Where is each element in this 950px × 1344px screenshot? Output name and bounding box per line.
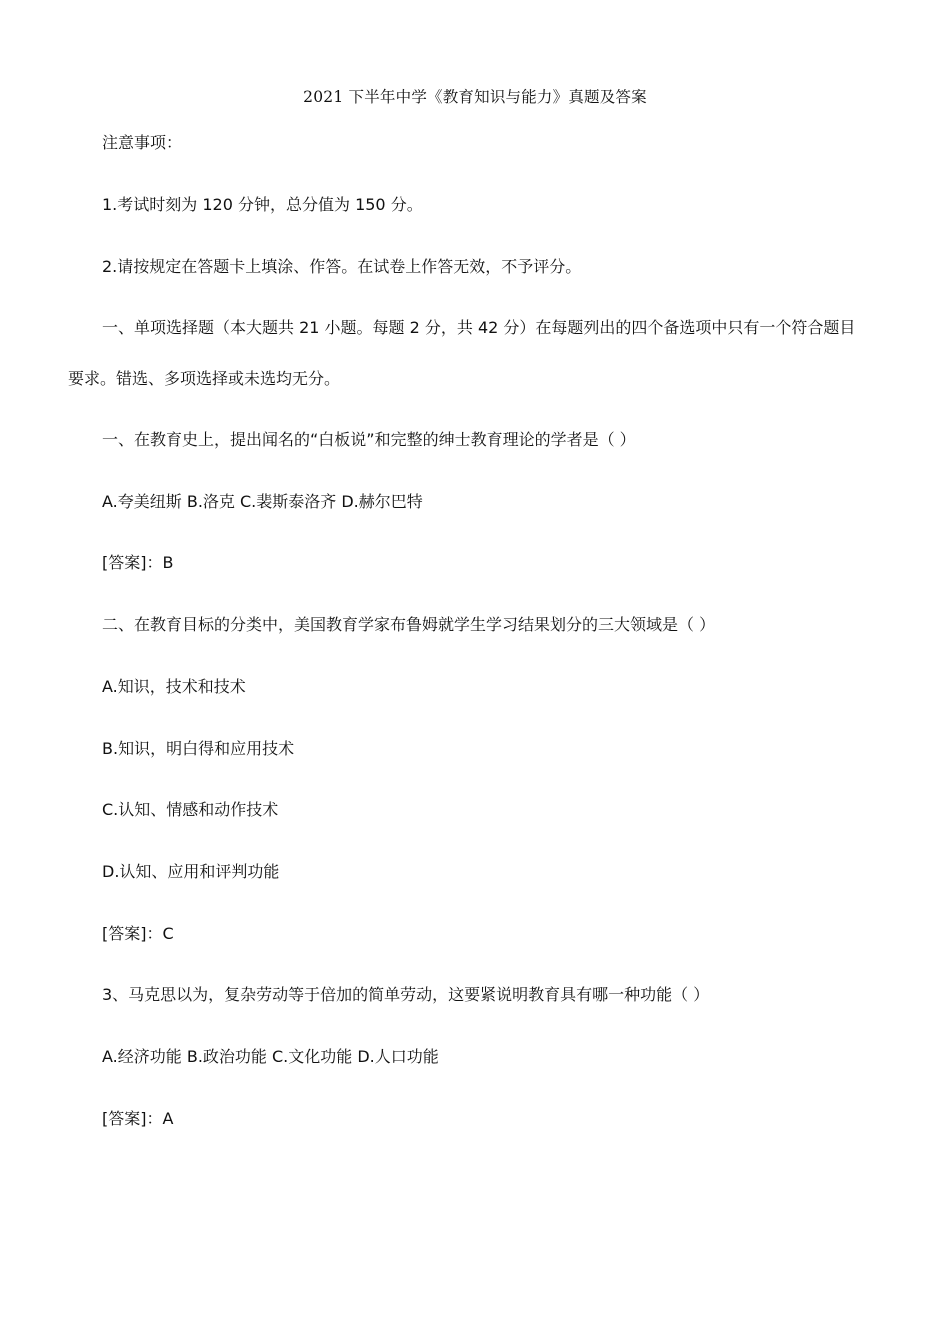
question-2-option-a: A.知识，技术和技术 bbox=[102, 677, 246, 696]
question-3-stem: 3、马克思以为，复杂劳动等于倍加的简单劳动，这要紧说明教育具有哪一种功能（ ） bbox=[102, 985, 710, 1004]
question-3-options: A.经济功能 B.政治功能 C.文化功能 D.人口功能 bbox=[102, 1047, 439, 1066]
question-3-answer: [答案]：A bbox=[102, 1109, 174, 1128]
question-2-answer: [答案]：C bbox=[102, 924, 174, 943]
document-title: 2021 下半年中学《教育知识与能力》真题及答案 bbox=[303, 88, 647, 106]
notice-item-2: 2.请按规定在答题卡上填涂、作答。在试卷上作答无效，不予评分。 bbox=[102, 257, 582, 276]
question-2-option-d: D.认知、应用和评判功能 bbox=[102, 862, 280, 881]
notice-heading: 注意事项： bbox=[102, 133, 183, 152]
question-2-stem: 二、在教育目标的分类中，美国教育学家布鲁姆就学生学习结果划分的三大领域是（ ） bbox=[102, 615, 716, 634]
question-2-option-c: C.认知、情感和动作技术 bbox=[102, 800, 279, 819]
section-intro-line-1: 一、单项选择题（本大题共 21 小题。每题 2 分，共 42 分）在每题列出的四个备选项中只有一个符合题目 bbox=[102, 318, 856, 337]
notice-item-1: 1.考试时刻为 120 分钟，总分值为 150 分。 bbox=[102, 195, 423, 214]
question-1-stem: 一、在教育史上，提出闻名的“白板说”和完整的绅士教育理论的学者是（ ） bbox=[102, 430, 636, 449]
question-2-option-b: B.知识，明白得和应用技术 bbox=[102, 739, 295, 758]
question-1-answer: [答案]：B bbox=[102, 553, 174, 572]
question-1-options: A.夸美纽斯 B.洛克 C.裴斯泰洛齐 D.赫尔巴特 bbox=[102, 492, 423, 511]
section-intro-line-2: 要求。错选、多项选择或未选均无分。 bbox=[68, 369, 341, 388]
